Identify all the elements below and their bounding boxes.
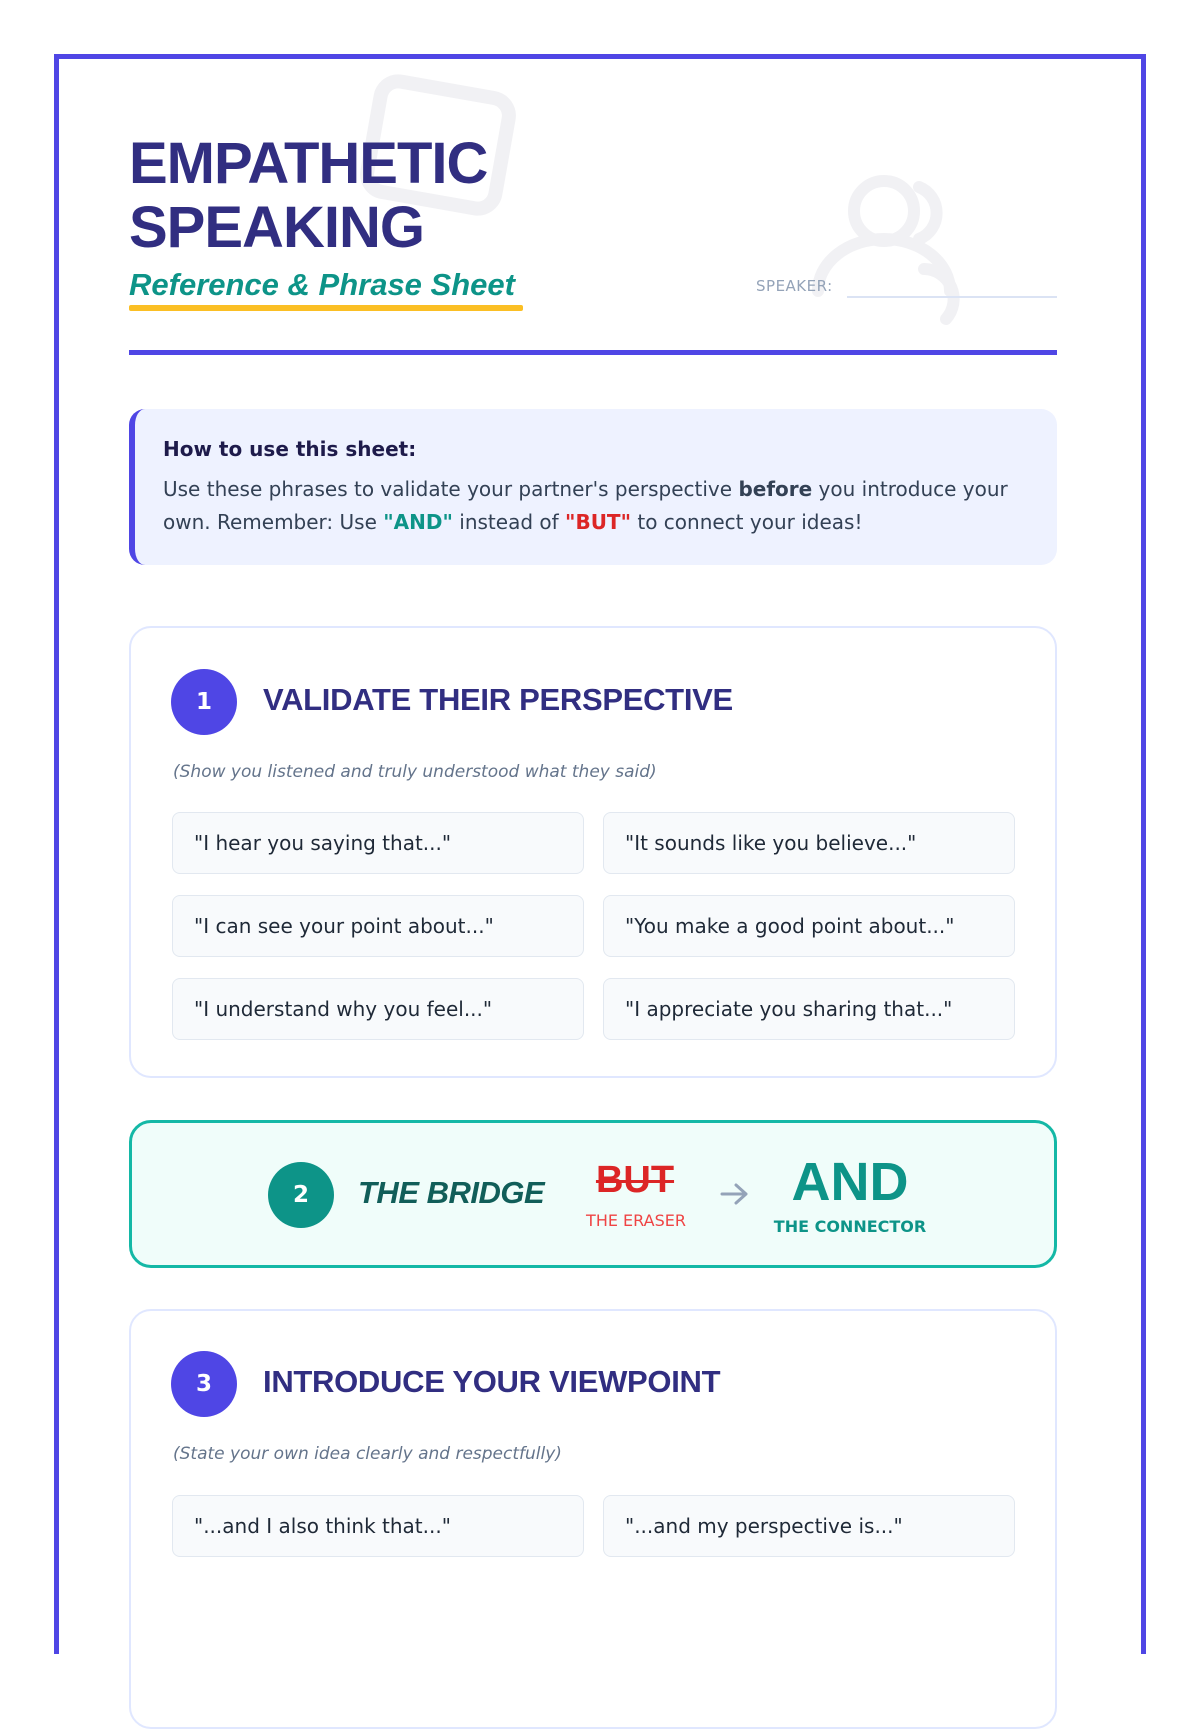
section-title: VALIDATE THEIR PERSPECTIVE [263,682,733,717]
speaker-name-line[interactable] [847,296,1057,298]
instructions-text [163,473,1029,539]
section-subtitle: (Show you listened and truly understood what they said) [173,762,657,782]
instructions-box [129,409,1057,565]
page-title-line-2: SPEAKING [129,195,424,260]
section-subtitle: (State your own idea clearly and respectfully) [173,1444,562,1464]
phrase-chip: "I understand why you feel..." [172,978,584,1040]
reference-sheet [54,54,1146,1654]
instructions-text-part: instead of [452,510,566,534]
phrase-chip: "...and my perspective is..." [603,1495,1015,1557]
section-viewpoint [129,1309,1057,1729]
instructions-text-part: you introduce your own. Remember: Use [163,477,1008,534]
phrase-chip: "It sounds like you believe..." [603,812,1015,874]
arrow-right-icon [718,1181,752,1207]
bridge-title: THE BRIDGE [358,1175,545,1210]
section-number-badge: 3 [171,1351,237,1417]
section-number-badge: 2 [268,1162,334,1228]
header-divider [129,350,1057,355]
speaker-label: SPEAKER: [756,277,833,295]
keyword-and: "AND" [383,510,453,534]
but-word: BUT [595,1159,675,1201]
section-validate [129,626,1057,1078]
phrase-chip: "I can see your point about..." [172,895,584,957]
page-title-line-1: EMPATHETIC [129,131,488,196]
phrase-chip: "...and I also think that..." [172,1495,584,1557]
users-outline-icon [804,169,964,329]
phrase-chip: "I appreciate you sharing that..." [603,978,1015,1040]
and-word: AND [791,1152,909,1212]
subtitle-highlight [129,305,523,311]
instructions-text-part: Use these phrases to validate your partner's perspective [163,477,739,501]
phrase-chip: "I hear you saying that..." [172,812,584,874]
section-title: INTRODUCE YOUR VIEWPOINT [263,1364,721,1399]
instructions-text-part: to connect your ideas! [631,510,863,534]
and-caption: THE CONNECTOR [773,1217,927,1236]
keyword-but: "BUT" [565,510,631,534]
section-number-badge: 1 [171,669,237,735]
instructions-title: How to use this sheet: [163,437,417,461]
instructions-emphasis: before [738,477,813,501]
section-bridge [129,1120,1057,1268]
page-subtitle: Reference & Phrase Sheet [129,267,515,302]
phrase-chip: "You make a good point about..." [603,895,1015,957]
but-caption: THE ERASER [586,1211,686,1230]
